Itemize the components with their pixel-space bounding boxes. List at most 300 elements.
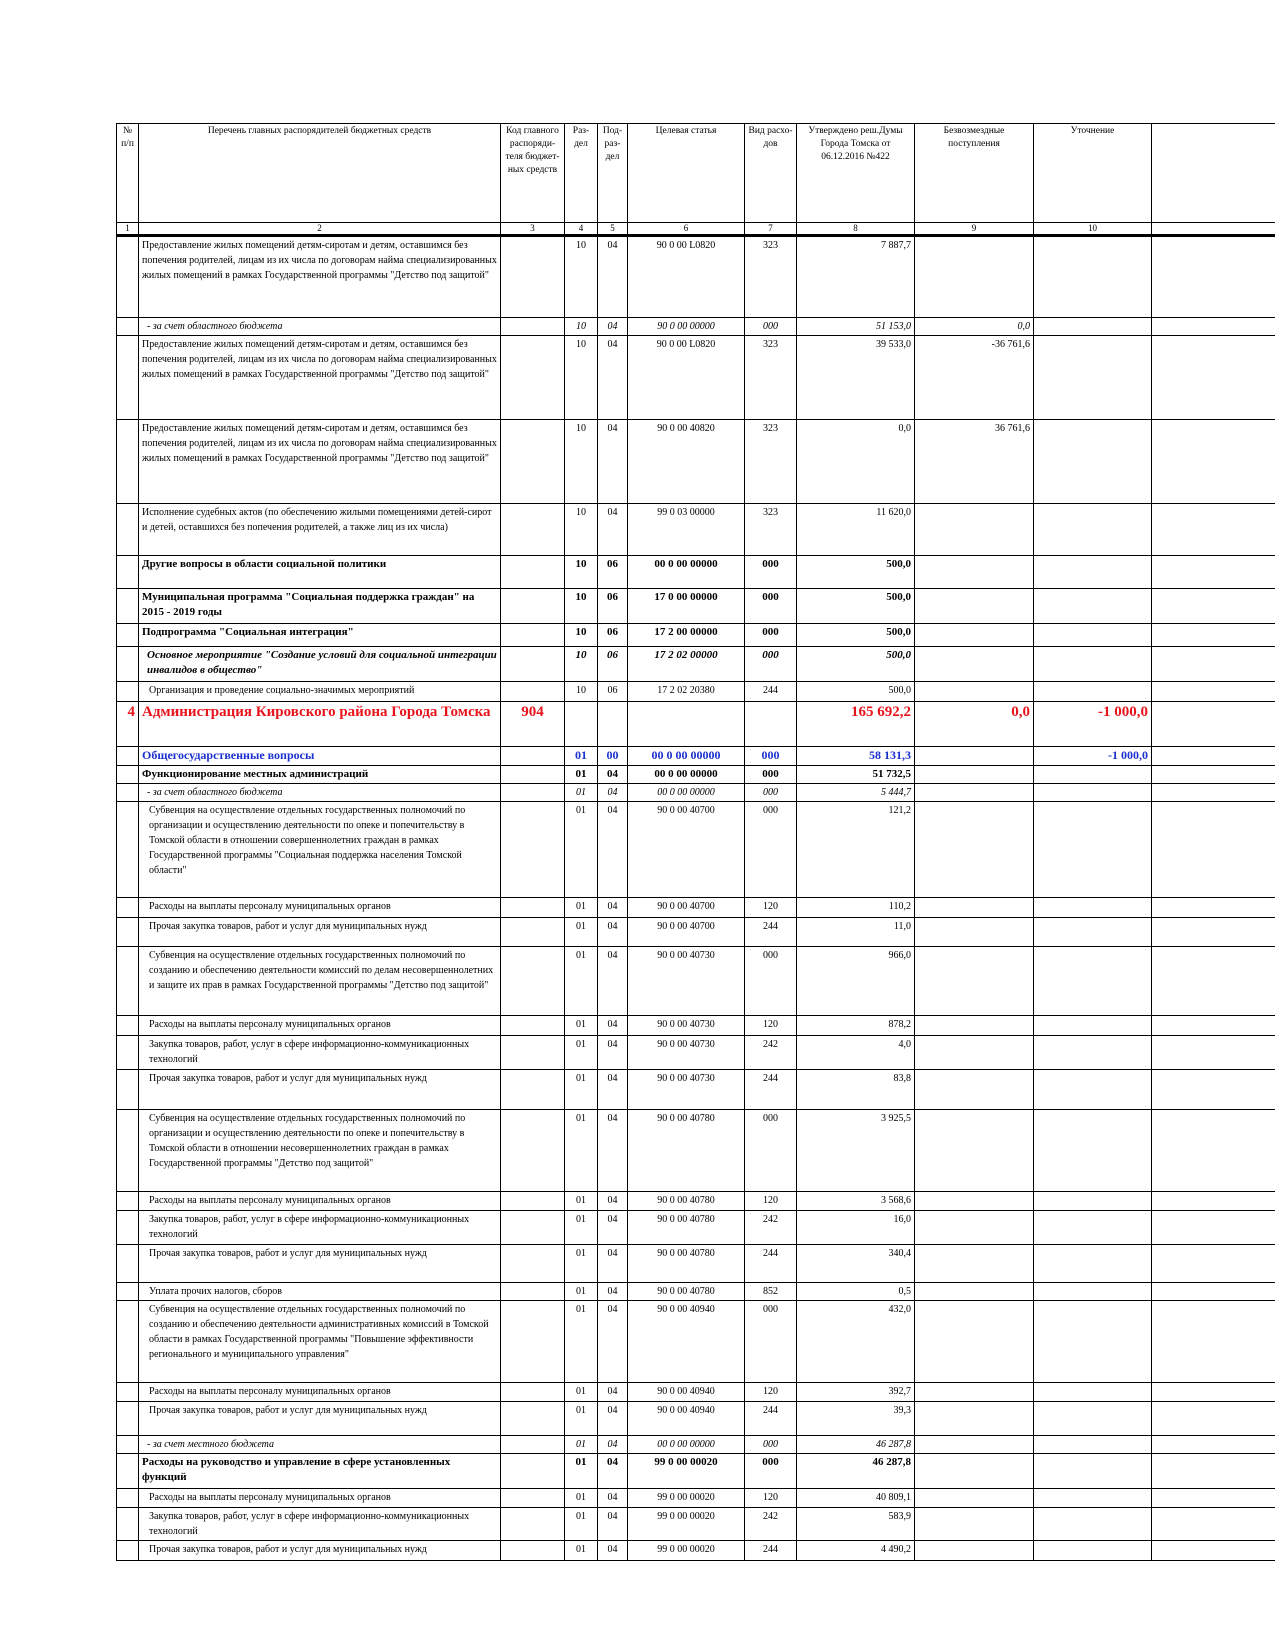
row-vid: 242 (745, 1036, 797, 1070)
row-gratuitous (915, 1283, 1034, 1301)
row-name: Организация и проведение социально-значимых мероприятий (139, 682, 501, 702)
row-approved: 0,0 (797, 420, 915, 504)
row-gratuitous (915, 918, 1034, 947)
row-razdel: 01 (565, 1036, 598, 1070)
table-row (117, 1110, 1275, 1192)
row-razdel: 10 (565, 318, 598, 336)
row-number (117, 802, 139, 898)
header-approved: Утверждено реш.Думы Города Томска от 06.12.2016 №422 (797, 124, 915, 223)
row-article: 90 0 00 40780 (628, 1110, 745, 1192)
row-clarification (1034, 1192, 1152, 1211)
row-approved: 0,5 (797, 1283, 915, 1301)
row-number (117, 1301, 139, 1383)
row-approved: 40 809,1 (797, 1489, 915, 1508)
row-code (501, 1454, 565, 1489)
table-row (117, 1508, 1275, 1541)
row-gratuitous (915, 504, 1034, 556)
row-code (501, 1110, 565, 1192)
row-gratuitous (915, 1436, 1034, 1454)
row-podrazdel: 06 (598, 624, 628, 647)
row-article: 90 0 00 40940 (628, 1402, 745, 1436)
row-podrazdel: 04 (598, 1192, 628, 1211)
row-name: Функционирование местных администраций (139, 766, 501, 784)
column-number: 7 (745, 223, 797, 236)
row-code (501, 1402, 565, 1436)
row-code (501, 504, 565, 556)
row-vid: 000 (745, 947, 797, 1016)
row-clarification (1034, 1489, 1152, 1508)
row-number (117, 1070, 139, 1110)
table-row (117, 1192, 1275, 1211)
row-code (501, 318, 565, 336)
row-vid: 244 (745, 918, 797, 947)
row-extra (1152, 1283, 1275, 1301)
row-podrazdel: 04 (598, 1110, 628, 1192)
row-razdel: 01 (565, 1383, 598, 1402)
row-clarification (1034, 556, 1152, 589)
row-number (117, 1436, 139, 1454)
row-vid: 852 (745, 1283, 797, 1301)
row-code (501, 918, 565, 947)
row-article: 99 0 03 00000 (628, 504, 745, 556)
row-article: 90 0 00 40780 (628, 1211, 745, 1245)
row-vid: 120 (745, 898, 797, 918)
table-row (117, 1283, 1275, 1301)
row-article: 90 0 00 40700 (628, 898, 745, 918)
row-extra (1152, 1036, 1275, 1070)
row-clarification (1034, 1301, 1152, 1383)
row-vid: 000 (745, 1436, 797, 1454)
table-row (117, 918, 1275, 947)
row-extra (1152, 1436, 1275, 1454)
row-clarification (1034, 624, 1152, 647)
row-article: 90 0 00 40780 (628, 1192, 745, 1211)
row-article: 90 0 00 00000 (628, 318, 745, 336)
table-row (117, 236, 1275, 318)
row-extra (1152, 1245, 1275, 1283)
row-article: 90 0 00 40730 (628, 947, 745, 1016)
table-row (117, 1383, 1275, 1402)
row-number (117, 898, 139, 918)
table-row (117, 589, 1275, 624)
row-clarification (1034, 1383, 1152, 1402)
row-podrazdel: 04 (598, 1402, 628, 1436)
row-gratuitous: 36 761,6 (915, 420, 1034, 504)
row-razdel: 01 (565, 1016, 598, 1036)
row-name: Закупка товаров, работ, услуг в сфере информационно-коммуникационных технологий (139, 1211, 501, 1245)
row-podrazdel: 04 (598, 1070, 628, 1110)
row-code (501, 947, 565, 1016)
row-article: 90 0 00 L0820 (628, 336, 745, 420)
row-code (501, 1508, 565, 1541)
row-number (117, 1489, 139, 1508)
row-approved: 340,4 (797, 1245, 915, 1283)
table-row (117, 1245, 1275, 1283)
row-gratuitous (915, 747, 1034, 766)
row-name: Администрация Кировского района Города Томска (139, 702, 501, 747)
row-clarification (1034, 1454, 1152, 1489)
row-article: 90 0 00 L0820 (628, 236, 745, 318)
table-row (117, 1036, 1275, 1070)
row-clarification (1034, 1283, 1152, 1301)
row-podrazdel: 04 (598, 1541, 628, 1561)
row-article: 00 0 00 00000 (628, 747, 745, 766)
row-razdel: 01 (565, 1402, 598, 1436)
row-razdel: 01 (565, 918, 598, 947)
row-vid: 000 (745, 624, 797, 647)
row-podrazdel: 04 (598, 1245, 628, 1283)
row-gratuitous (915, 1211, 1034, 1245)
row-clarification: -1 000,0 (1034, 747, 1152, 766)
row-extra (1152, 504, 1275, 556)
row-extra (1152, 1301, 1275, 1383)
row-gratuitous (915, 1454, 1034, 1489)
row-name: - за счет областного бюджета (139, 318, 501, 336)
row-clarification (1034, 420, 1152, 504)
column-number-extra (1152, 223, 1275, 236)
row-extra (1152, 1383, 1275, 1402)
row-podrazdel: 04 (598, 1301, 628, 1383)
row-approved: 83,8 (797, 1070, 915, 1110)
row-approved: 4 490,2 (797, 1541, 915, 1561)
row-extra (1152, 766, 1275, 784)
table-row (117, 1541, 1275, 1561)
row-gratuitous (915, 1070, 1034, 1110)
row-vid: 000 (745, 318, 797, 336)
row-code (501, 1436, 565, 1454)
row-approved: 39,3 (797, 1402, 915, 1436)
row-code (501, 1489, 565, 1508)
row-name: Закупка товаров, работ, услуг в сфере информационно-коммуникационных технологий (139, 1508, 501, 1541)
row-clarification (1034, 682, 1152, 702)
row-gratuitous: -36 761,6 (915, 336, 1034, 420)
row-number (117, 1036, 139, 1070)
row-vid: 120 (745, 1016, 797, 1036)
row-gratuitous (915, 1508, 1034, 1541)
column-number: 6 (628, 223, 745, 236)
row-gratuitous: 0,0 (915, 318, 1034, 336)
row-approved: 966,0 (797, 947, 915, 1016)
row-approved: 4,0 (797, 1036, 915, 1070)
row-podrazdel: 04 (598, 1454, 628, 1489)
row-extra (1152, 1454, 1275, 1489)
row-razdel: 10 (565, 336, 598, 420)
row-article: 90 0 00 40730 (628, 1036, 745, 1070)
row-extra (1152, 702, 1275, 747)
row-number (117, 624, 139, 647)
row-code (501, 898, 565, 918)
row-number (117, 1541, 139, 1561)
row-code (501, 1301, 565, 1383)
row-podrazdel: 04 (598, 504, 628, 556)
row-extra (1152, 1489, 1275, 1508)
row-code (501, 647, 565, 682)
row-code (501, 624, 565, 647)
table-row (117, 1016, 1275, 1036)
row-podrazdel: 04 (598, 318, 628, 336)
row-podrazdel: 04 (598, 1211, 628, 1245)
row-name: - за счет местного бюджета (139, 1436, 501, 1454)
row-extra (1152, 1402, 1275, 1436)
row-clarification (1034, 1036, 1152, 1070)
column-number: 3 (501, 223, 565, 236)
row-vid: 244 (745, 1541, 797, 1561)
row-number (117, 784, 139, 802)
row-podrazdel: 00 (598, 747, 628, 766)
row-podrazdel: 04 (598, 784, 628, 802)
header-name: Перечень главных распорядителей бюджетных средств (139, 124, 501, 223)
row-code (501, 1192, 565, 1211)
row-vid: 244 (745, 682, 797, 702)
row-gratuitous (915, 1110, 1034, 1192)
row-razdel: 10 (565, 236, 598, 318)
row-podrazdel: 04 (598, 336, 628, 420)
row-podrazdel: 04 (598, 1383, 628, 1402)
row-vid: 000 (745, 556, 797, 589)
row-article (628, 702, 745, 747)
row-number (117, 504, 139, 556)
row-approved: 500,0 (797, 647, 915, 682)
row-gratuitous (915, 236, 1034, 318)
row-razdel: 01 (565, 1245, 598, 1283)
row-code (501, 1541, 565, 1561)
row-name: Расходы на выплаты персоналу муниципальных органов (139, 1489, 501, 1508)
row-razdel: 01 (565, 784, 598, 802)
row-code (501, 747, 565, 766)
row-code (501, 1383, 565, 1402)
row-number (117, 420, 139, 504)
table-row (117, 947, 1275, 1016)
row-name: - за счет областного бюджета (139, 784, 501, 802)
row-razdel: 01 (565, 1436, 598, 1454)
row-vid: 323 (745, 504, 797, 556)
row-name: Общегосударственные вопросы (139, 747, 501, 766)
row-razdel: 01 (565, 766, 598, 784)
row-approved: 11,0 (797, 918, 915, 947)
row-clarification (1034, 236, 1152, 318)
row-approved: 878,2 (797, 1016, 915, 1036)
row-article: 00 0 00 00000 (628, 1436, 745, 1454)
column-number: 5 (598, 223, 628, 236)
row-vid: 244 (745, 1245, 797, 1283)
row-clarification (1034, 1211, 1152, 1245)
row-vid: 000 (745, 589, 797, 624)
table-row (117, 1402, 1275, 1436)
row-vid: 000 (745, 1110, 797, 1192)
row-code (501, 589, 565, 624)
row-gratuitous (915, 647, 1034, 682)
row-vid: 000 (745, 1454, 797, 1489)
row-gratuitous (915, 802, 1034, 898)
row-vid: 120 (745, 1192, 797, 1211)
row-podrazdel: 04 (598, 236, 628, 318)
row-article: 17 2 00 00000 (628, 624, 745, 647)
row-code (501, 1211, 565, 1245)
column-number: 9 (915, 223, 1034, 236)
row-extra (1152, 1508, 1275, 1541)
column-number: 2 (139, 223, 501, 236)
row-number (117, 236, 139, 318)
row-number (117, 1016, 139, 1036)
table-row (117, 702, 1275, 747)
budget-table (116, 123, 1275, 1561)
row-extra (1152, 802, 1275, 898)
row-code (501, 802, 565, 898)
row-article: 17 0 00 00000 (628, 589, 745, 624)
row-clarification (1034, 1245, 1152, 1283)
row-extra (1152, 918, 1275, 947)
row-gratuitous (915, 766, 1034, 784)
row-clarification (1034, 504, 1152, 556)
header-podrazdel: Под-раз-дел (598, 124, 628, 223)
row-code (501, 682, 565, 702)
row-name: Расходы на руководство и управление в сфере установленных функций (139, 1454, 501, 1489)
row-podrazdel: 04 (598, 1283, 628, 1301)
row-vid: 000 (745, 784, 797, 802)
row-extra (1152, 898, 1275, 918)
row-name: Закупка товаров, работ, услуг в сфере информационно-коммуникационных технологий (139, 1036, 501, 1070)
row-podrazdel: 06 (598, 556, 628, 589)
row-approved: 11 620,0 (797, 504, 915, 556)
row-name: Субвенция на осуществление отдельных государственных полномочий по организации и осуществлению деятельности по опеке и попечительству в Томской области в отношении несовершеннолетних граждан в рамках Государственной программы "Детство под защитой" (139, 1110, 501, 1192)
row-article: 17 2 02 00000 (628, 647, 745, 682)
row-number (117, 918, 139, 947)
row-razdel: 01 (565, 1489, 598, 1508)
row-podrazdel: 04 (598, 420, 628, 504)
row-clarification (1034, 336, 1152, 420)
row-name: Расходы на выплаты персоналу муниципальных органов (139, 1016, 501, 1036)
row-clarification (1034, 1070, 1152, 1110)
row-clarification (1034, 647, 1152, 682)
row-number (117, 766, 139, 784)
row-article: 90 0 00 40700 (628, 802, 745, 898)
row-clarification (1034, 1016, 1152, 1036)
row-razdel: 01 (565, 1070, 598, 1110)
row-vid: 323 (745, 336, 797, 420)
row-approved: 46 287,8 (797, 1436, 915, 1454)
row-podrazdel: 04 (598, 766, 628, 784)
row-name: Расходы на выплаты персоналу муниципальных органов (139, 898, 501, 918)
row-code (501, 1036, 565, 1070)
table-row (117, 1436, 1275, 1454)
row-clarification (1034, 1402, 1152, 1436)
row-gratuitous (915, 556, 1034, 589)
table-row (117, 802, 1275, 898)
row-gratuitous (915, 898, 1034, 918)
row-clarification: -1 000,0 (1034, 702, 1152, 747)
table-row (117, 784, 1275, 802)
row-code: 904 (501, 702, 565, 747)
row-vid: 000 (745, 1301, 797, 1383)
table-row (117, 336, 1275, 420)
row-podrazdel: 06 (598, 647, 628, 682)
row-number (117, 747, 139, 766)
row-code (501, 1283, 565, 1301)
row-gratuitous (915, 1192, 1034, 1211)
row-number (117, 1508, 139, 1541)
row-extra (1152, 556, 1275, 589)
row-razdel: 10 (565, 682, 598, 702)
row-podrazdel: 04 (598, 802, 628, 898)
row-code (501, 784, 565, 802)
table-row (117, 682, 1275, 702)
row-approved: 51 153,0 (797, 318, 915, 336)
row-razdel: 10 (565, 647, 598, 682)
row-approved: 500,0 (797, 624, 915, 647)
row-podrazdel (598, 702, 628, 747)
row-extra (1152, 1211, 1275, 1245)
row-article: 90 0 00 40940 (628, 1301, 745, 1383)
row-name: Другие вопросы в области социальной политики (139, 556, 501, 589)
table-row (117, 747, 1275, 766)
row-approved: 46 287,8 (797, 1454, 915, 1489)
row-clarification (1034, 1110, 1152, 1192)
row-vid (745, 702, 797, 747)
row-extra (1152, 1016, 1275, 1036)
row-gratuitous (915, 589, 1034, 624)
row-extra (1152, 336, 1275, 420)
row-number (117, 318, 139, 336)
header-gratuitous: Безвозмездные поступления (915, 124, 1034, 223)
row-extra (1152, 1192, 1275, 1211)
row-extra (1152, 318, 1275, 336)
row-razdel: 01 (565, 947, 598, 1016)
row-code (501, 420, 565, 504)
row-podrazdel: 04 (598, 1016, 628, 1036)
row-name: Уплата прочих налогов, сборов (139, 1283, 501, 1301)
row-gratuitous (915, 1036, 1034, 1070)
row-extra (1152, 647, 1275, 682)
row-razdel: 01 (565, 802, 598, 898)
row-name: Субвенция на осуществление отдельных государственных полномочий по созданию и обеспечению деятельности комиссий по делам несовершеннолетних и защите их прав в рамках Государственной программы "Детство под защитой" (139, 947, 501, 1016)
row-gratuitous (915, 784, 1034, 802)
row-approved: 432,0 (797, 1301, 915, 1383)
row-razdel: 01 (565, 747, 598, 766)
row-name: Прочая закупка товаров, работ и услуг для муниципальных нужд (139, 918, 501, 947)
row-gratuitous (915, 1489, 1034, 1508)
row-approved: 51 732,5 (797, 766, 915, 784)
row-article: 90 0 00 40820 (628, 420, 745, 504)
table-row (117, 504, 1275, 556)
row-article: 90 0 00 40730 (628, 1016, 745, 1036)
table-row (117, 1454, 1275, 1489)
row-gratuitous (915, 1383, 1034, 1402)
row-approved: 58 131,3 (797, 747, 915, 766)
row-extra (1152, 420, 1275, 504)
row-extra (1152, 589, 1275, 624)
row-approved: 165 692,2 (797, 702, 915, 747)
row-article: 00 0 00 00000 (628, 556, 745, 589)
row-clarification (1034, 1436, 1152, 1454)
row-code (501, 1245, 565, 1283)
row-razdel: 10 (565, 624, 598, 647)
row-clarification (1034, 918, 1152, 947)
row-razdel: 01 (565, 1508, 598, 1541)
row-razdel: 01 (565, 1283, 598, 1301)
row-podrazdel: 04 (598, 1036, 628, 1070)
row-extra (1152, 1110, 1275, 1192)
row-vid: 120 (745, 1383, 797, 1402)
row-clarification (1034, 589, 1152, 624)
row-vid: 000 (745, 802, 797, 898)
row-podrazdel: 06 (598, 682, 628, 702)
row-extra (1152, 1541, 1275, 1561)
row-approved: 5 444,7 (797, 784, 915, 802)
row-razdel: 01 (565, 1110, 598, 1192)
row-razdel: 10 (565, 589, 598, 624)
row-approved: 7 887,7 (797, 236, 915, 318)
row-gratuitous: 0,0 (915, 702, 1034, 747)
